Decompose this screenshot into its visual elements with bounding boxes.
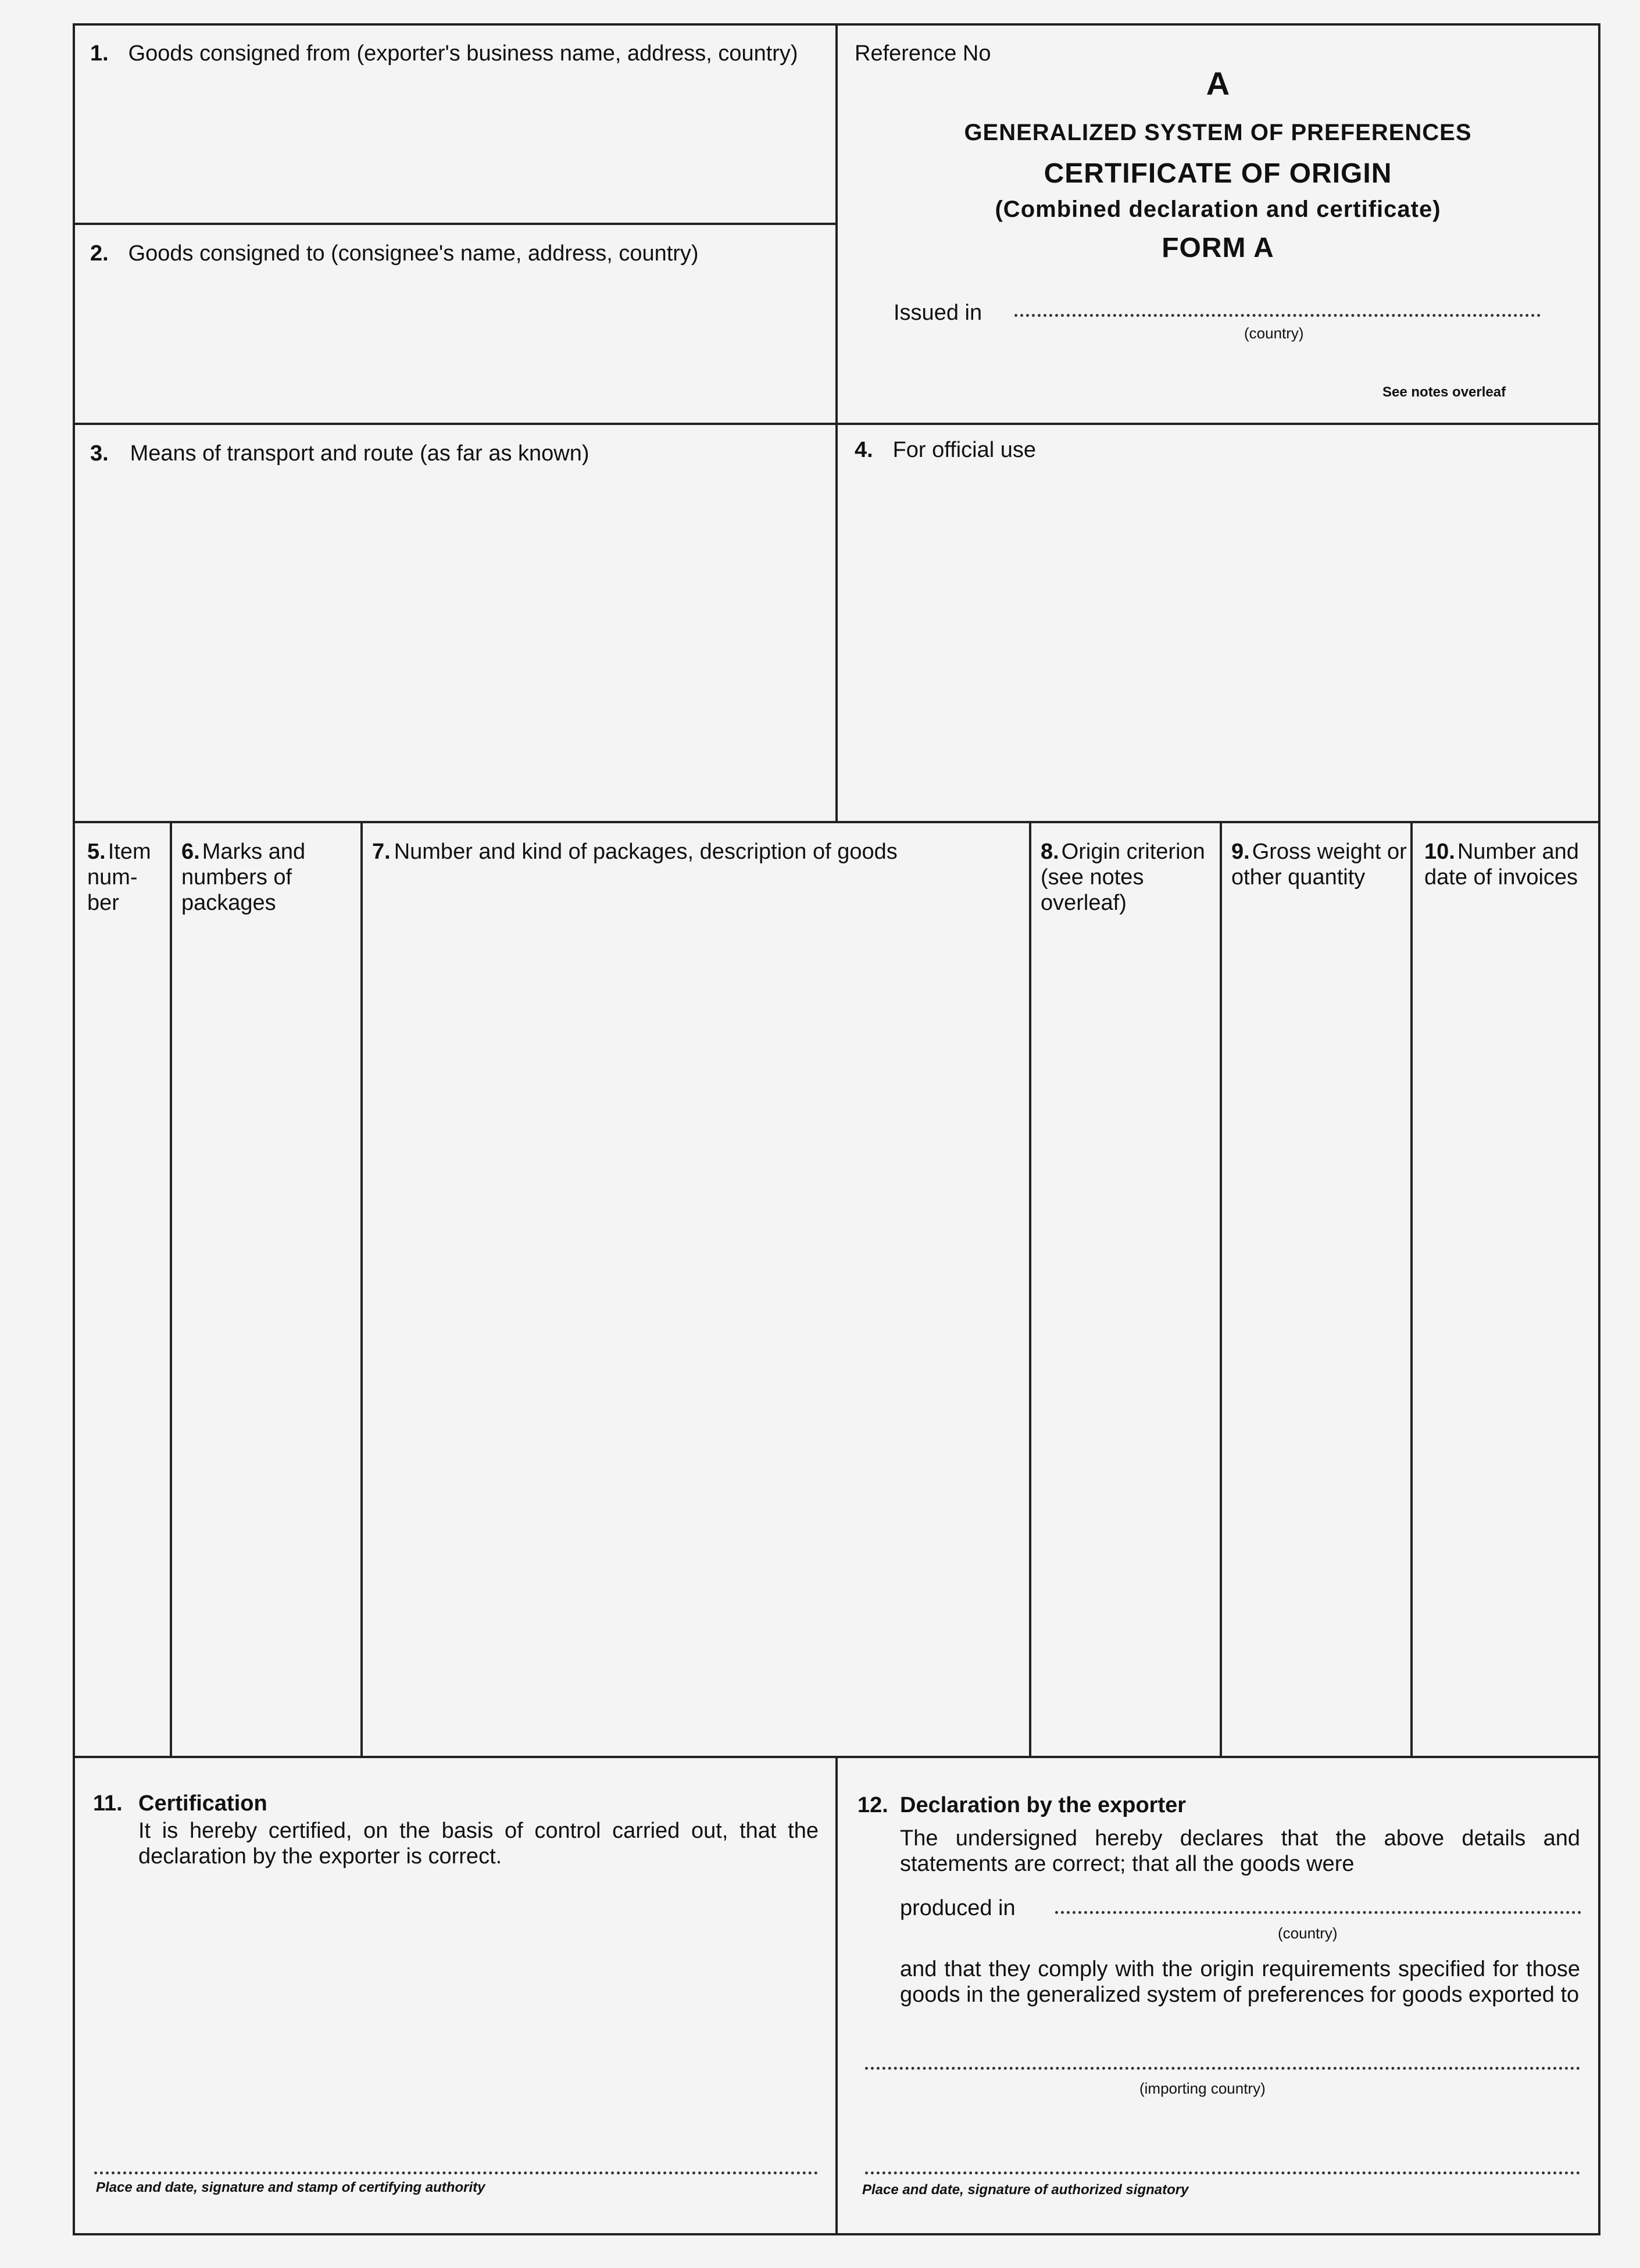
produced-in-field[interactable] xyxy=(1055,1911,1581,1914)
box5-number: 5. xyxy=(87,840,106,864)
box11-heading: Certification xyxy=(138,1791,267,1816)
box7-number: 7. xyxy=(372,840,391,864)
box8-label xyxy=(1041,839,1215,916)
box12-number: 12. xyxy=(857,1793,888,1817)
box8-text: Origin criterion (see notes overleaf) xyxy=(1041,840,1205,915)
reference-field[interactable] xyxy=(1023,38,1581,67)
box5-label xyxy=(87,839,167,916)
box2-label xyxy=(90,241,799,266)
box3-label xyxy=(90,441,823,466)
divider xyxy=(1029,821,1031,1758)
box2-field[interactable] xyxy=(76,273,831,419)
box2-text: Goods consigned to (consignee's name, address, country) xyxy=(128,241,699,266)
box4-field[interactable] xyxy=(840,471,1596,817)
divider xyxy=(73,821,1600,823)
box4-label xyxy=(855,437,1581,463)
box12-text1: The undersigned hereby declares that the above details and statements are correct; that all the goods were xyxy=(900,1826,1580,1876)
gross-weight-field[interactable] xyxy=(1223,930,1408,1750)
form-name: FORM A xyxy=(1162,233,1274,263)
box3-text: Means of transport and route (as far as known) xyxy=(130,441,589,466)
see-notes: See notes overleaf xyxy=(1382,384,1506,400)
authorized-signature-line[interactable] xyxy=(865,2171,1580,2174)
box12-sign-caption: Place and date, signature of authorized signatory xyxy=(862,2182,1189,2198)
divider xyxy=(360,821,363,1758)
box9-number: 9. xyxy=(1231,840,1250,864)
box11-number: 11. xyxy=(93,1791,123,1816)
box11-sign-caption: Place and date, signature and stamp of certifying authority xyxy=(96,2180,485,2195)
divider xyxy=(835,1756,838,2235)
box10-number: 10. xyxy=(1424,840,1455,864)
box8-number: 8. xyxy=(1041,840,1059,864)
certificate-title: CERTIFICATE OF ORIGIN xyxy=(1044,158,1392,189)
box10-label xyxy=(1424,839,1596,890)
invoices-field[interactable] xyxy=(1414,930,1598,1750)
origin-criterion-field[interactable] xyxy=(1032,953,1217,1750)
issued-in-caption: (country) xyxy=(1244,324,1304,342)
box6-number: 6. xyxy=(181,840,200,864)
issued-in-label: Issued in xyxy=(894,301,982,325)
box2-number: 2. xyxy=(90,241,109,266)
box12-text2: and that they comply with the origin requirements specified for those goods in the generalized system of preferences for goods exported to xyxy=(900,1957,1580,2007)
divider xyxy=(835,423,838,823)
marks-field[interactable] xyxy=(173,930,358,1750)
form-letter: A xyxy=(1206,65,1230,102)
produced-in-label: produced in xyxy=(900,1896,1016,1920)
box4-text: For official use xyxy=(892,438,1036,462)
importing-country-field[interactable] xyxy=(865,2067,1580,2070)
produced-in-caption: (country) xyxy=(1278,1924,1338,1942)
reference-label: Reference No xyxy=(855,41,991,66)
item-number-field[interactable] xyxy=(76,930,167,1750)
box9-label xyxy=(1231,839,1409,890)
box6-text: Marks and numbers of packages xyxy=(181,840,306,915)
divider xyxy=(1410,821,1413,1758)
box4-number: 4. xyxy=(855,438,873,462)
certificate-subtitle: (Combined declaration and certificate) xyxy=(995,197,1441,222)
box6-label xyxy=(181,839,356,916)
goods-description-field[interactable] xyxy=(364,884,1027,1750)
box5-text: Item num-ber xyxy=(87,840,151,915)
importing-country-caption: (importing country) xyxy=(1139,2080,1266,2097)
box1-text: Goods consigned from (exporter's business name, address, country) xyxy=(128,41,798,66)
box1-number: 1. xyxy=(90,41,109,66)
gsp-heading: GENERALIZED SYSTEM OF PREFERENCES xyxy=(964,120,1472,145)
box9-text: Gross weight or other quantity xyxy=(1231,840,1407,890)
box3-field[interactable] xyxy=(76,474,831,817)
box11-text: It is hereby certified, on the basis of control carried out, that the declaration by the exporter is correct. xyxy=(138,1819,819,1869)
box7-label xyxy=(372,839,1023,865)
divider xyxy=(170,821,172,1758)
box12-heading: Declaration by the exporter xyxy=(900,1793,1187,1817)
box10-text: Number and date of invoices xyxy=(1424,840,1579,890)
issued-in-field[interactable] xyxy=(1014,314,1541,317)
divider xyxy=(1220,821,1222,1758)
box7-text: Number and kind of packages, description of goods xyxy=(394,840,898,864)
box1-label xyxy=(90,41,799,66)
divider xyxy=(73,223,837,225)
certification-field[interactable] xyxy=(93,1878,820,2166)
certifying-signature-line[interactable] xyxy=(94,2171,818,2174)
box3-number: 3. xyxy=(90,441,109,466)
box1-field[interactable] xyxy=(76,93,831,218)
